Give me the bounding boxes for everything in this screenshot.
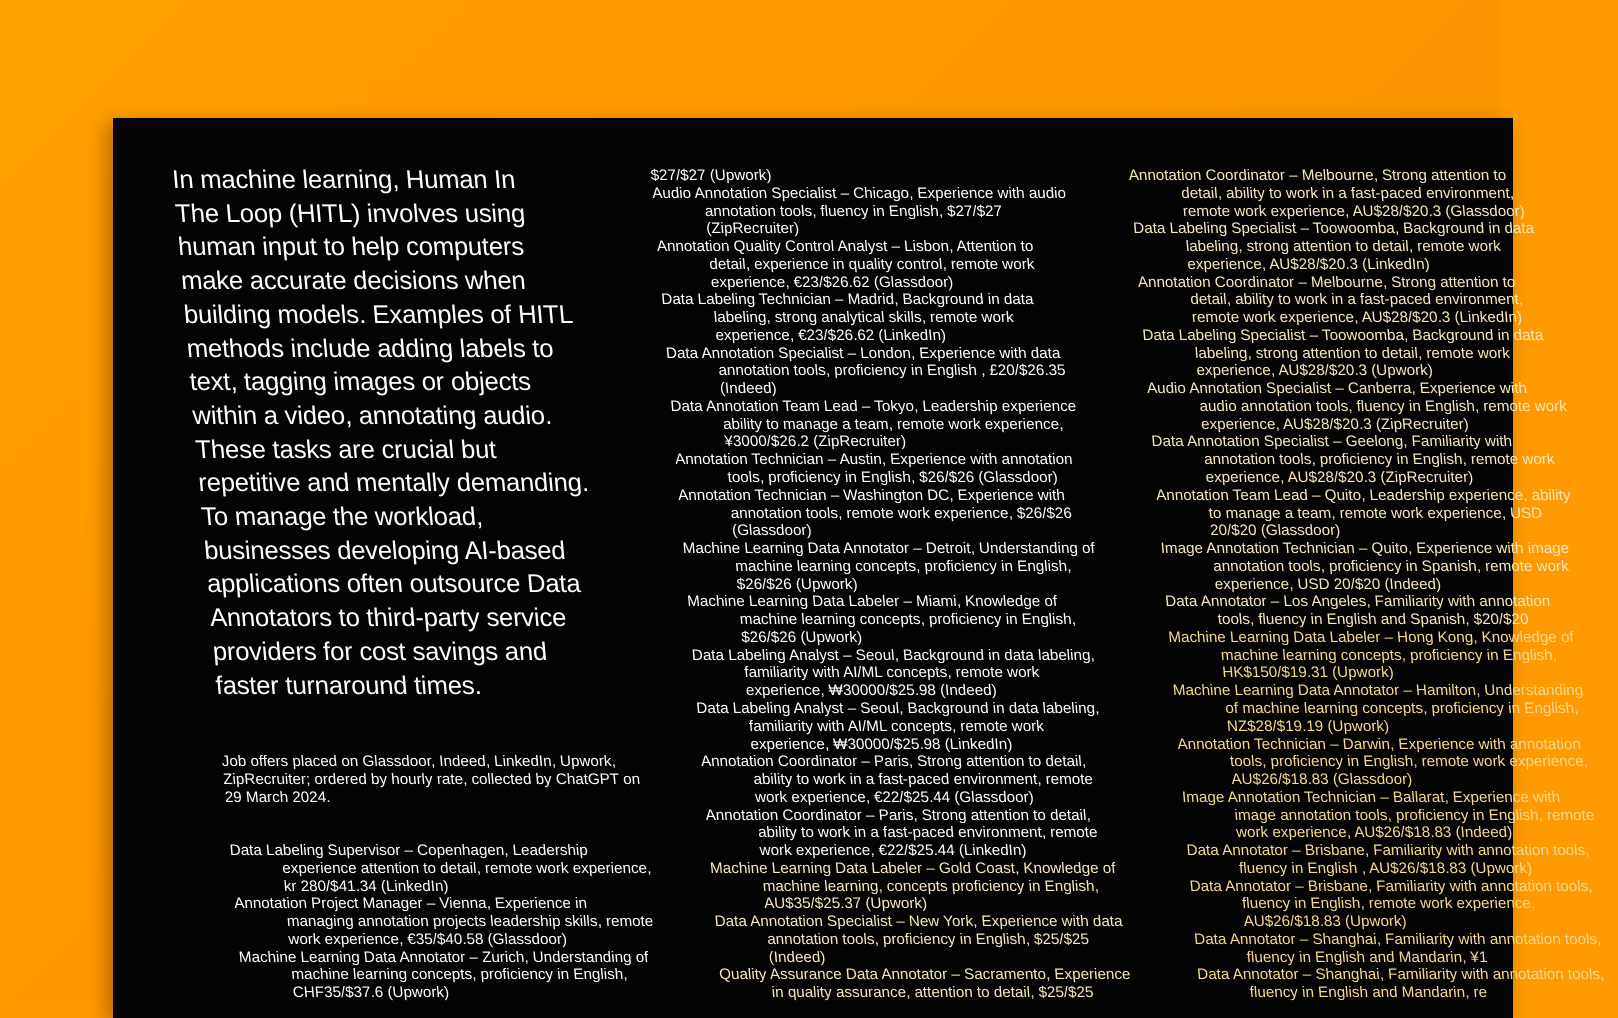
intro-line: businesses developing AI-based [202,536,567,565]
job-detail-line: machine learning concepts, proficiency in English, [1220,646,1558,664]
job-title-line: Data Labeling Supervisor – Copenhagen, Leadership [229,842,589,859]
job-detail-line: detail, ability to work in a fast-paced environment, [1180,184,1515,202]
job-title-line: Data Labeling Analyst – Seoul, Background in data labeling, [691,646,1096,664]
job-listing [661,291,1079,344]
job-detail-line: fluency in English and Mandarin, ¥1 [1246,948,1489,966]
job-detail-line: ability to work in a fast-paced environment, remote [752,771,1094,789]
job-detail-line: experience, AU$28/$20.3 (Upwork) [1195,362,1434,380]
job-detail-line: work experience, €22/$25.44 (Glassdoor) [754,788,1035,806]
intro-line: In machine learning, Human In [171,166,517,194]
caption-line: ZipRecruiter; ordered by hourly rate, collected by ChatGPT on [222,770,641,788]
job-detail-line: audio annotation tools, fluency in English, remote work [1198,397,1568,415]
intro-line: methods include adding labels to [185,334,555,363]
intro-line: text, tagging images or objects [188,368,532,397]
job-detail-line: machine learning concepts, proficiency in English, [290,966,629,984]
intro-line: Annotators to third-party service [208,604,568,633]
job-detail-line: annotation tools, proficiency in Spanish, remote work [1212,557,1570,575]
job-title-line: Data Annotator – Shanghai, Familiarity with annotation tools, [1196,966,1605,984]
job-title-line: Annotation Coordinator – Melbourne, Strong attention to [1128,167,1507,184]
job-detail-line: machine learning concepts, proficiency in English, [739,611,1077,629]
job-listing [670,398,1088,451]
intro-line: To manage the workload, [200,503,484,532]
poster-panel [113,118,1605,1018]
job-listing [705,807,1123,860]
source-caption [221,753,642,806]
job-title-line: Data Annotation Specialist – London, Experience with data [665,344,1061,362]
job-detail-line: fluency in English , AU$26/$18.83 (Upwork) [1238,859,1533,877]
job-title-line: Machine Learning Data Annotator – Detroit, Understanding of [681,540,1096,558]
job-detail-line: CHF35/$37.6 (Upwork) [292,984,450,1002]
job-listing [696,700,1114,753]
job-detail-line: fluency in English and Mandarin, re [1249,984,1488,1002]
job-title-line: Annotation Quality Control Analyst – Lisbon, Attention to [656,238,1035,256]
job-detail-line: (Indeed) [768,948,827,966]
job-detail-line: experience, USD 20/$20 (Indeed) [1214,575,1442,593]
job-title-line: Data Annotation Specialist – Geelong, Familiarity with [1150,433,1513,451]
job-title-line: Audio Annotation Specialist – Canberra, Experience with [1146,380,1528,398]
intro-line: The Loop (HITL) involves using [174,199,527,228]
job-list-right [1128,167,1618,1002]
job-title-line: Data Labeling Technician – Madrid, Background in data [660,291,1035,309]
job-title-line: Machine Learning Data Labeler – Miami, Knowledge of [686,593,1058,611]
job-detail-line: AU$26/$18.83 (Glassdoor) [1230,771,1413,789]
job-title-line: $27/$27 (Upwork) [650,167,773,184]
job-title-line: Annotation Coordinator – Paris, Strong attention to detail, [700,753,1087,771]
job-listing [677,487,1095,540]
job-listing [682,540,1100,593]
job-detail-line: (Indeed) [719,380,778,398]
job-title-line: Data Annotator – Brisbane, Familiarity with annotation tools, [1185,842,1591,860]
job-detail-line: HK$150/$19.31 (Upwork) [1221,664,1395,682]
job-listing [714,913,1132,966]
job-detail-line: tools, proficiency in English, $26/$26 (Glassdoor) [726,469,1059,487]
intro-line: make accurate decisions when [179,267,527,296]
job-detail-line: machine learning concepts, proficiency in English, [734,557,1072,575]
job-detail-line: (Glassdoor) [731,522,813,540]
intro-line: providers for cost savings and [211,637,549,666]
job-title-line: Audio Annotation Specialist – Chicago, Experience with audio [651,184,1067,202]
job-detail-line: AU$26/$18.83 (Upwork) [1242,913,1408,931]
job-detail-line: $26/$26 (Upwork) [736,575,859,593]
job-detail-line: labeling, strong analytical skills, remote work [713,309,1015,327]
job-listing [1168,629,1591,682]
job-detail-line: labeling, strong attention to detail, remote work [1194,344,1511,362]
job-listing [1142,327,1565,380]
intro-line: within a video, annotating audio. [191,401,553,430]
job-listing [1197,966,1618,1002]
job-detail-line: experience, ₩30000/$25.98 (Indeed) [745,682,998,700]
job-detail-line: ability to manage a team, remote work experience, [722,415,1064,433]
intro-line: These tasks are crucial but [194,435,498,464]
job-detail-line: experience, AU$28/$20.3 (LinkedIn) [1186,255,1431,273]
job-title-line: Annotation Technician – Austin, Experience with annotation [674,451,1074,469]
job-detail-line: familiarity with AI/ML concepts, remote work [743,664,1040,682]
job-detail-line: annotation tools, proficiency in English, remote work [1203,451,1556,469]
job-detail-line: work experience, AU$26/$18.83 (Indeed) [1235,824,1513,842]
job-title-line: Data Labeling Specialist – Toowoomba, Background in data [1132,220,1535,238]
job-listing [674,451,1091,487]
job-detail-line: experience, €23/$26.62 (Glassdoor) [710,273,954,291]
job-title-line: Data Annotator – Los Angeles, Familiarity with annotation [1164,593,1551,611]
job-title-line: Data Labeling Analyst – Seoul, Background in data labeling, [695,699,1100,717]
job-listing [1177,736,1600,789]
job-title-line: Annotation Coordinator – Paris, Strong attention to detail, [704,806,1092,824]
job-list-middle [650,167,1135,1002]
job-detail-line: (ZipRecruiter) [705,220,800,238]
job-detail-line: of machine learning concepts, proficiency in English, [1224,699,1580,717]
job-title-line: Quality Assurance Data Annotator – Sacramento, Experience [718,966,1132,984]
job-title-line: Data Annotator – Shanghai, Familiarity with annotation tools, [1193,930,1602,948]
job-detail-line: annotation tools, remote work experience, $26/$26 [729,504,1073,522]
job-detail-line: experience, ₩30000/$25.98 (LinkedIn) [749,735,1013,753]
job-detail-line: work experience, €22/$25.44 (LinkedIn) [758,842,1028,860]
job-listing [1133,220,1556,273]
job-listing [229,842,654,895]
job-detail-line: ability to work in a fast-paced environment, remote [757,824,1099,842]
job-detail-line: to manage a team, remote work experience, USD [1207,504,1543,522]
job-title-line: Annotation Team Lead – Quito, Leadership experience, ability [1155,486,1572,504]
job-detail-line: NZ$28/$19.19 (Upwork) [1226,717,1390,735]
job-listing [1160,540,1583,593]
job-listing [1155,487,1578,540]
job-detail-line: kr 280/$41.34 (LinkedIn) [283,877,450,895]
intro-line: repetitive and mentally demanding. [197,469,590,498]
job-listing [719,966,1136,1002]
job-detail-line: machine learning, concepts proficiency in English, [761,877,1100,895]
job-listing [709,860,1127,913]
job-listing [1181,789,1604,842]
job-detail-line: work experience, €35/$40.58 (Glassdoor) [287,930,568,948]
job-listing [1128,167,1551,220]
job-detail-line: familiarity with AI/ML concepts, remote work [748,717,1045,735]
job-detail-line: remote work experience, AU$28/$20.3 (Glassdoor) [1182,202,1526,220]
job-detail-line: ¥3000/$26.2 (ZipRecruiter) [723,433,907,451]
job-title-line: Data Labeling Specialist – Toowoomba, Background in data [1141,326,1544,344]
job-list-left [229,842,663,1002]
job-listing [700,753,1118,806]
job-listing [1172,682,1595,735]
job-listing [1165,593,1586,629]
job-detail-line: annotation tools, fluency in English, $27/$27 [704,202,1003,220]
job-detail-line: tools, proficiency in English, remote work experience, [1229,753,1589,771]
job-detail-line: AU$35/$25.37 (Upwork) [763,895,928,913]
job-title-line: Machine Learning Data Annotator – Hamilton, Understanding [1172,682,1584,700]
job-listing [650,167,1065,185]
job-listing [652,185,1070,238]
job-detail-line: tools, fluency in English and Spanish, $20/$20 [1217,611,1530,629]
job-title-line: Annotation Project Manager – Vienna, Experience in [233,895,588,913]
job-listing [691,647,1109,700]
job-detail-line: image annotation tools, proficiency in English, remote [1233,806,1595,824]
job-detail-line: annotation tools, proficiency in English , £20/$26.35 [717,362,1067,380]
job-listing [1186,842,1607,878]
job-title-line: Image Annotation Technician – Ballarat, Experience with [1181,788,1561,806]
job-detail-line: remote work experience, AU$28/$20.3 (LinkedIn) [1191,309,1523,327]
job-detail-line: experience attention to detail, remote work experience, [281,859,652,877]
job-listing [1151,433,1574,486]
intro-line: faster turnaround times. [214,671,483,700]
intro-line: building models. Examples of HITL [182,300,575,329]
job-detail-line: detail, experience in quality control, remote work [708,255,1036,273]
job-title-line: Annotation Technician – Washington DC, Experience with [677,486,1066,504]
job-listing [1146,380,1569,433]
job-listing [656,238,1074,291]
job-detail-line: fluency in English, remote work experience, [1241,895,1536,913]
job-title-line: Machine Learning Data Labeler – Gold Coast, Knowledge of [709,859,1117,877]
job-listing [238,949,663,1002]
job-detail-line: detail, ability to work in a fast-paced environment, [1189,291,1524,309]
job-title-line: Annotation Technician – Darwin, Experience with annotation [1176,735,1582,753]
job-listing [1189,878,1612,931]
caption-line: Job offers placed on Glassdoor, Indeed, LinkedIn, Upwork, [221,753,617,770]
job-detail-line: 20/$20 (Glassdoor) [1209,522,1341,540]
job-title-line: Image Annotation Technician – Quito, Experience with image [1159,540,1570,558]
job-title-line: Machine Learning Data Annotator – Zurich, Understanding of [238,948,650,966]
job-listing [234,895,659,948]
job-title-line: Annotation Coordinator – Melbourne, Strong attention to [1137,273,1517,291]
intro-paragraph [171,164,607,703]
job-detail-line: $26/$26 (Upwork) [740,628,863,646]
job-detail-line: managing annotation projects leadership skills, remote [286,913,654,931]
intro-line: applications often outsource Data [205,570,582,599]
job-title-line: Machine Learning Data Labeler – Hong Kong, Knowledge of [1167,628,1575,646]
job-detail-line: experience, AU$28/$20.3 (ZipRecruiter) [1200,415,1470,433]
job-title-line: Data Annotation Specialist – New York, Experience with data [713,913,1124,931]
job-detail-line: labeling, strong attention to detail, remote work [1185,238,1502,256]
job-listing [687,593,1105,646]
job-listing [665,345,1083,398]
job-title-line: Data Annotation Team Lead – Tokyo, Leadership experience [669,397,1077,415]
intro-line: human input to help computers [176,233,525,262]
job-detail-line: experience, €23/$26.62 (LinkedIn) [714,326,947,344]
job-detail-line: in quality assurance, attention to detail, $25/$25 [771,984,1095,1002]
job-detail-line: experience, AU$28/$20.3 (ZipRecruiter) [1204,469,1474,487]
job-detail-line: annotation tools, proficiency in English, $25/$25 [766,930,1090,948]
job-listing [1137,274,1560,327]
job-title-line: Data Annotator – Brisbane, Familiarity with annotation tools, [1188,877,1594,895]
job-listing [1193,931,1614,967]
caption-line: 29 March 2024. [224,788,332,806]
